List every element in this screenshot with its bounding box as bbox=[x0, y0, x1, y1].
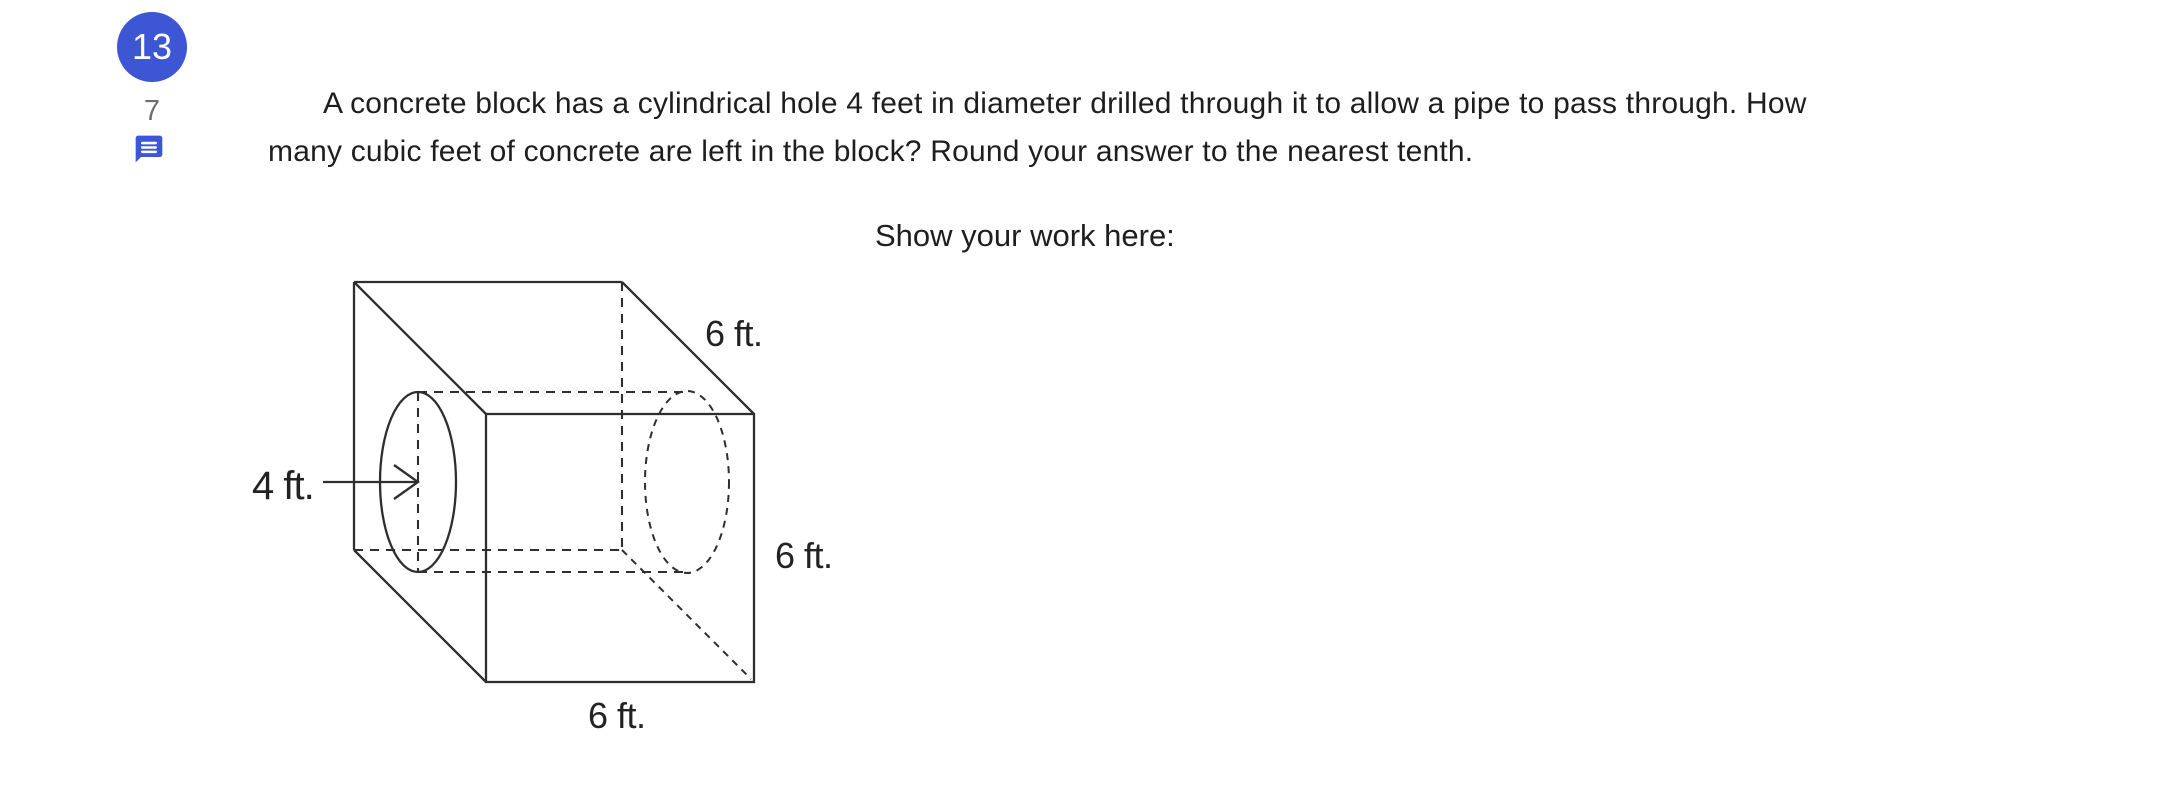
comment-bubble-icon bbox=[133, 133, 165, 165]
question-text-line-2: many cubic feet of concrete are left in the block? Round your answer to the nearest tenth. bbox=[268, 135, 1474, 168]
cube-diagram bbox=[230, 260, 870, 760]
comment-button[interactable] bbox=[133, 133, 165, 165]
dim-label-right-edge: 6 ft. bbox=[775, 535, 833, 576]
question-secondary-number: 7 bbox=[143, 95, 161, 127]
hole-exit-ellipse-hidden bbox=[645, 391, 729, 573]
question-number: 13 bbox=[131, 26, 173, 67]
question-text bbox=[268, 80, 2048, 176]
show-work-label: Show your work here: bbox=[875, 218, 1175, 253]
dim-label-hole-diameter: 4 ft. bbox=[252, 464, 314, 508]
dim-label-top-edge: 6 ft. bbox=[705, 313, 763, 354]
question-number-badge[interactable] bbox=[117, 12, 187, 82]
bottom-left-depth-edge bbox=[354, 550, 486, 682]
bottom-right-depth-edge-hidden bbox=[622, 550, 751, 679]
question-text-line-1: A concrete block has a cylindrical hole 4 feet in diameter drilled through it to allow a pipe to pass through. How bbox=[323, 87, 1807, 120]
dim-label-bottom-edge: 6 ft. bbox=[588, 695, 646, 736]
front-face bbox=[486, 414, 754, 682]
top-left-depth-edge bbox=[354, 282, 486, 414]
